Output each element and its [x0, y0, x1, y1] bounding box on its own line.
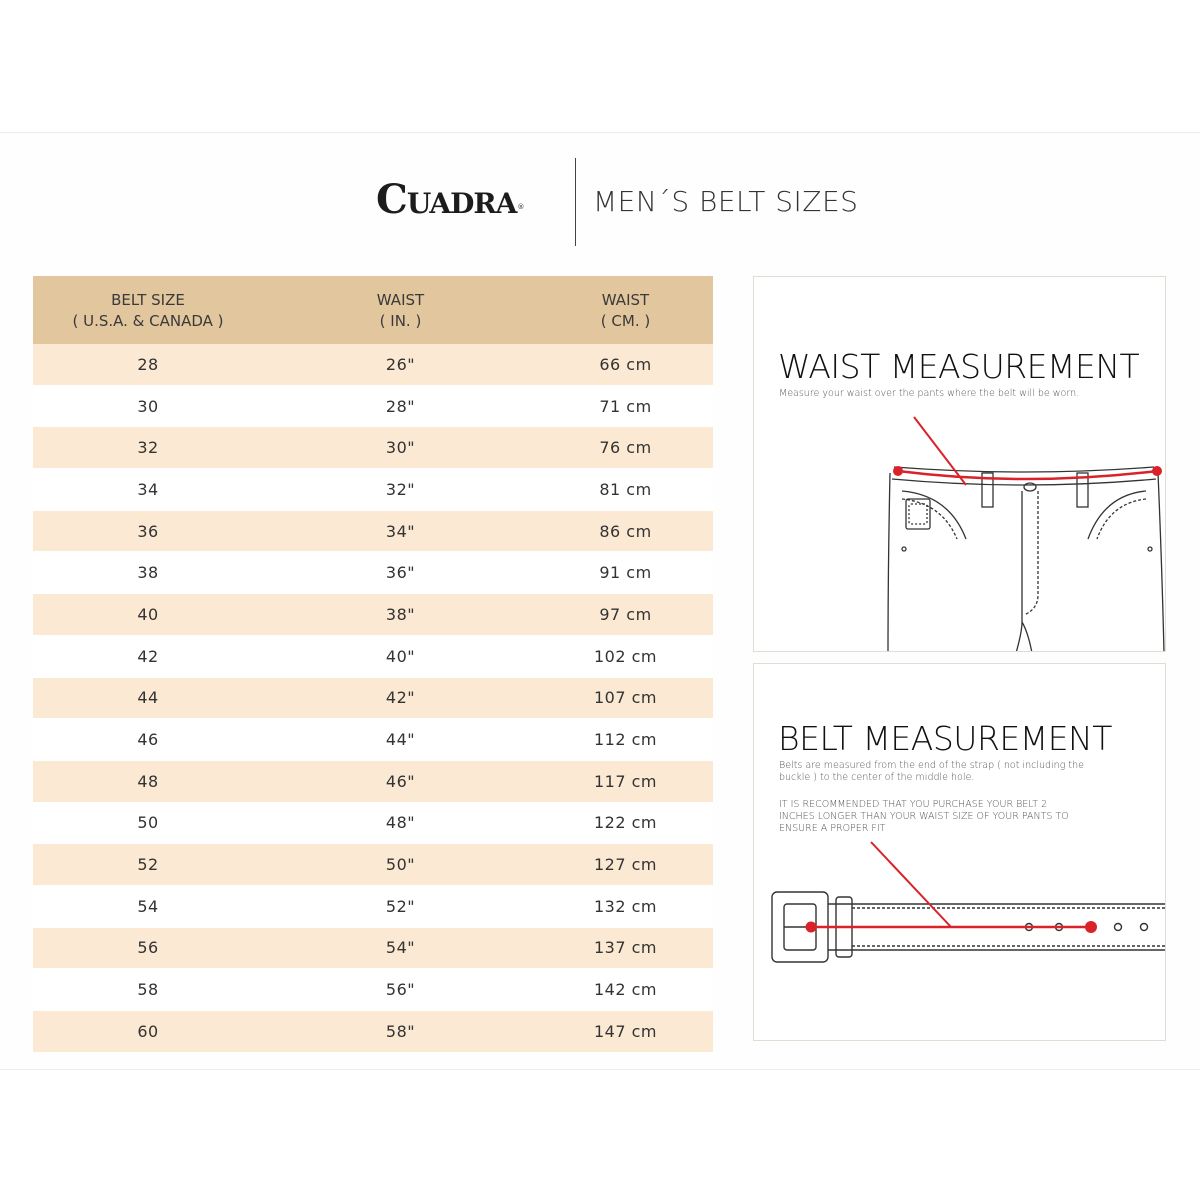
table-row	[33, 719, 713, 761]
header-waist-in-unit: ( IN. )	[379, 312, 422, 330]
cell-waist-in: 48"	[263, 802, 538, 844]
cell-waist-cm: 137 cm	[538, 927, 713, 969]
cell-waist-cm: 147 cm	[538, 1011, 713, 1053]
table-row	[33, 802, 713, 844]
table-row	[33, 1011, 713, 1053]
pants-waist-icon	[754, 277, 1166, 652]
cell-waist-cm: 97 cm	[538, 594, 713, 636]
page-title: MEN´S BELT SIZES	[593, 185, 859, 218]
cell-waist-cm: 66 cm	[538, 344, 713, 385]
cell-waist-in: 38"	[263, 594, 538, 636]
cell-waist-cm: 86 cm	[538, 510, 713, 552]
cell-waist-cm: 76 cm	[538, 427, 713, 469]
brand-registered-mark: ®	[517, 203, 524, 211]
waist-measurement-panel	[753, 276, 1166, 652]
cell-belt-size: 42	[33, 635, 263, 677]
cell-waist-in: 26"	[263, 344, 538, 385]
table-row	[33, 469, 713, 511]
waist-panel-title: WAIST MEASUREMENT	[778, 347, 1140, 386]
cell-waist-cm: 132 cm	[538, 885, 713, 927]
cell-waist-in: 44"	[263, 719, 538, 761]
table-row	[33, 552, 713, 594]
cell-belt-size: 32	[33, 427, 263, 469]
cell-belt-size: 28	[33, 344, 263, 385]
cell-waist-cm: 71 cm	[538, 385, 713, 427]
cell-waist-in: 30"	[263, 427, 538, 469]
cell-waist-cm: 117 cm	[538, 760, 713, 802]
cell-belt-size: 36	[33, 510, 263, 552]
belt-panel-note: Belts are measured from the end of the strap ( not including the buckle ) to the center of the middle hole.	[779, 760, 1085, 783]
brand-name: Cuadra	[376, 176, 517, 223]
header-belt-size-region: ( U.S.A. & CANADA )	[72, 312, 224, 330]
cell-waist-cm: 127 cm	[538, 844, 713, 886]
cell-belt-size: 46	[33, 719, 263, 761]
cell-waist-in: 54"	[263, 927, 538, 969]
cell-waist-cm: 122 cm	[538, 802, 713, 844]
cell-waist-cm: 142 cm	[538, 969, 713, 1011]
cell-waist-in: 52"	[263, 885, 538, 927]
table-row	[33, 677, 713, 719]
cell-waist-in: 42"	[263, 677, 538, 719]
table-row	[33, 760, 713, 802]
table-row	[33, 594, 713, 636]
cell-waist-cm: 102 cm	[538, 635, 713, 677]
cell-belt-size: 44	[33, 677, 263, 719]
cell-belt-size: 54	[33, 885, 263, 927]
cell-belt-size: 30	[33, 385, 263, 427]
belt-panel-title: BELT MEASUREMENT	[778, 719, 1112, 758]
brand-logo	[376, 176, 523, 223]
belt-size-table	[33, 276, 713, 1053]
table-row	[33, 885, 713, 927]
cell-waist-in: 32"	[263, 469, 538, 511]
cell-waist-cm: 107 cm	[538, 677, 713, 719]
table-header-row	[33, 276, 713, 344]
header-belt-size	[33, 276, 263, 344]
cell-belt-size: 34	[33, 469, 263, 511]
cell-belt-size: 56	[33, 927, 263, 969]
cell-waist-in: 28"	[263, 385, 538, 427]
cell-waist-in: 56"	[263, 969, 538, 1011]
chart-header	[0, 158, 1200, 246]
waist-panel-note: Measure your waist over the pants where the belt will be worn.	[779, 388, 1080, 399]
cell-belt-size: 40	[33, 594, 263, 636]
cell-waist-cm: 91 cm	[538, 552, 713, 594]
cell-waist-in: 58"	[263, 1011, 538, 1053]
header-waist-cm-label: WAIST	[601, 291, 650, 309]
cell-waist-in: 46"	[263, 760, 538, 802]
table-row	[33, 969, 713, 1011]
table-row	[33, 635, 713, 677]
table-body	[33, 344, 713, 1052]
cell-waist-in: 34"	[263, 510, 538, 552]
table-row	[33, 510, 713, 552]
header-belt-size-label: BELT SIZE	[111, 291, 185, 309]
header-waist-cm	[538, 276, 713, 344]
table-row	[33, 844, 713, 886]
table-row	[33, 344, 713, 385]
table-row	[33, 385, 713, 427]
cell-waist-in: 36"	[263, 552, 538, 594]
cell-belt-size: 48	[33, 760, 263, 802]
cell-belt-size: 50	[33, 802, 263, 844]
cell-waist-cm: 112 cm	[538, 719, 713, 761]
header-divider	[575, 158, 576, 246]
header-waist-in-label: WAIST	[376, 291, 425, 309]
cell-belt-size: 60	[33, 1011, 263, 1053]
belt-measurement-panel	[753, 663, 1166, 1041]
cell-waist-in: 40"	[263, 635, 538, 677]
header-waist-in	[263, 276, 538, 344]
cell-waist-cm: 81 cm	[538, 469, 713, 511]
belt-panel-recommendation: IT IS RECOMMENDED THAT YOU PURCHASE YOUR BELT 2 INCHES LONGER THAN YOUR WAIST SIZE OF YOUR PANTS TO ENSURE A PROPER FIT	[779, 799, 1069, 834]
table-row	[33, 927, 713, 969]
table-row	[33, 427, 713, 469]
cell-belt-size: 58	[33, 969, 263, 1011]
cell-belt-size: 38	[33, 552, 263, 594]
header-waist-cm-unit: ( CM. )	[600, 312, 651, 330]
cell-waist-in: 50"	[263, 844, 538, 886]
cell-belt-size: 52	[33, 844, 263, 886]
